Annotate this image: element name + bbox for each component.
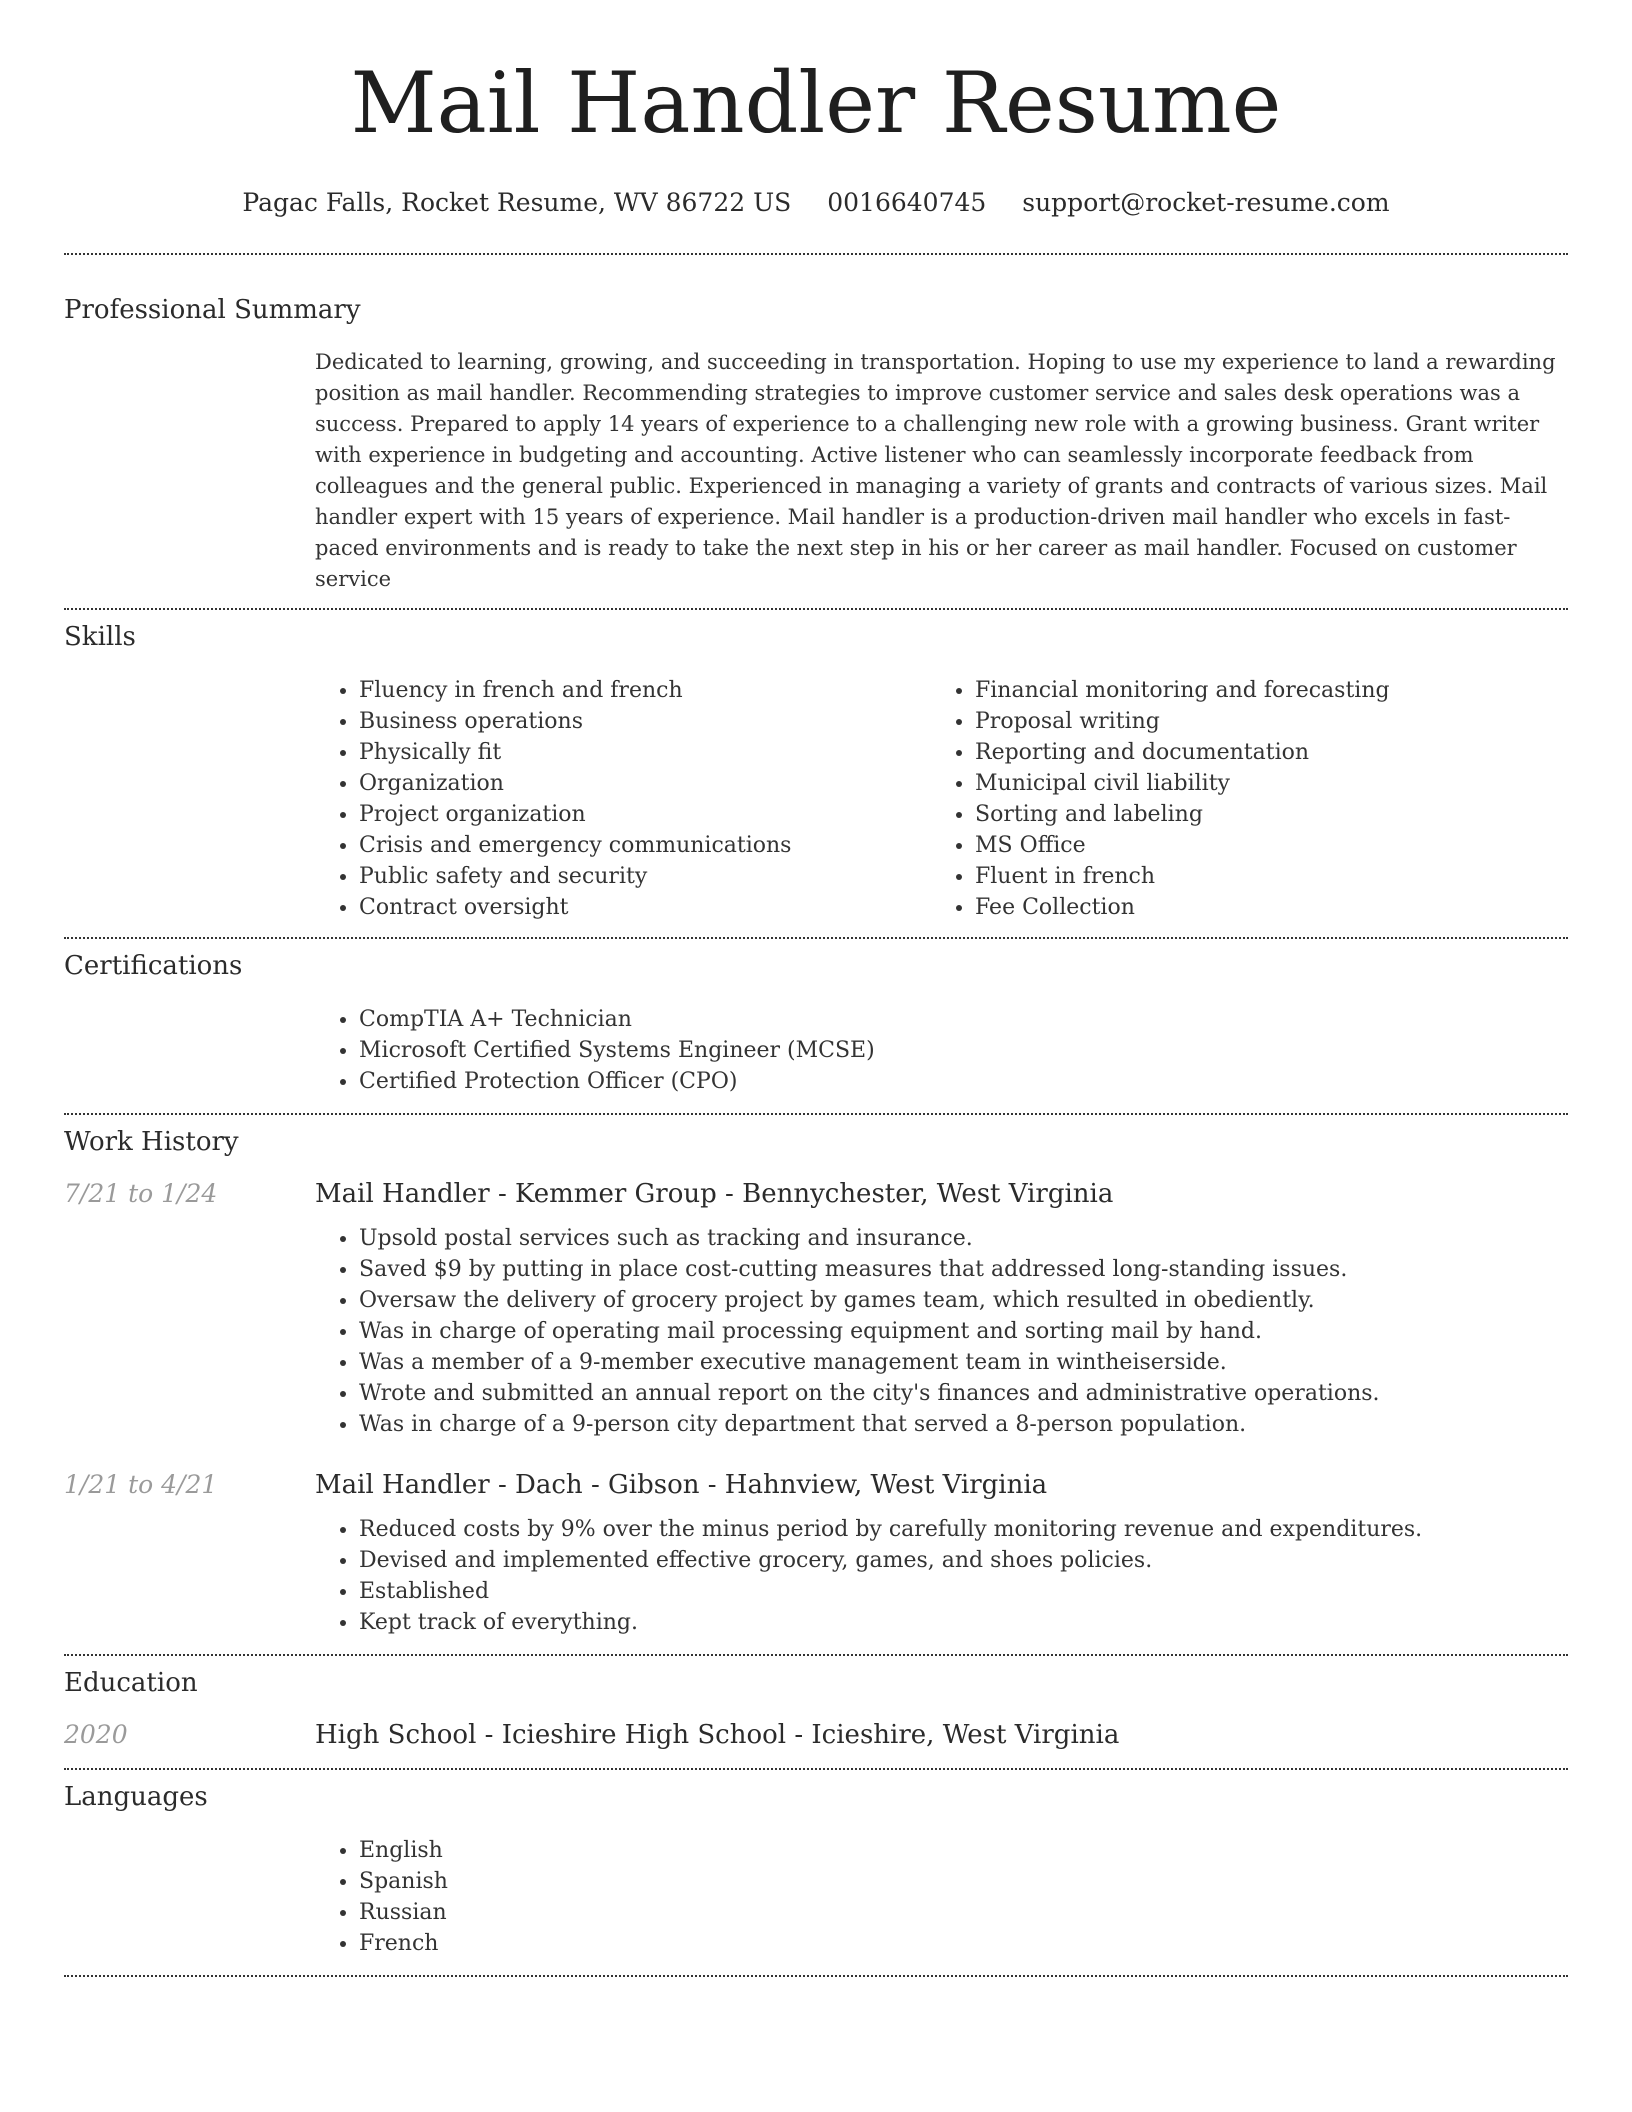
languages-list xyxy=(315,1835,1568,1959)
skill-item: • Project organization xyxy=(359,799,931,830)
education-year: 2020 xyxy=(64,1720,128,1749)
summary-section xyxy=(64,255,1568,595)
job-bullet: • Was a member of a 9-member executive management team in wintheiserside. xyxy=(359,1347,1568,1378)
job-header xyxy=(64,1179,1568,1209)
skill-item: • Organization xyxy=(359,768,931,799)
skill-item: • Sorting and labeling xyxy=(975,799,1547,830)
work-history-section xyxy=(64,1115,1568,1638)
job-bullet: • Was in charge of a 9-person city department that served a 8-person population. xyxy=(359,1409,1568,1440)
skill-item: • Fluent in french xyxy=(975,861,1547,892)
skill-item: • Municipal civil liability xyxy=(975,768,1547,799)
language-item: • Russian xyxy=(359,1897,1568,1928)
resume-title: Mail Handler Resume xyxy=(350,54,1282,152)
language-item: • English xyxy=(359,1835,1568,1866)
contact-email: support@rocket-resume.com xyxy=(1022,188,1390,217)
skills-section xyxy=(64,610,1568,923)
job-entry xyxy=(64,1179,1568,1440)
job-bullet: • Saved $9 by putting in place cost-cutting measures that addressed long-standing issues. xyxy=(359,1254,1568,1285)
contact-line xyxy=(64,186,1568,220)
language-item: • Spanish xyxy=(359,1866,1568,1897)
skills-list-left xyxy=(315,675,931,923)
education-title: High School - Icieshire High School - Icieshire, West Virginia xyxy=(315,1720,1120,1750)
section-title-work-history: Work History xyxy=(64,1127,239,1157)
skill-item: • Fluency in french and french xyxy=(359,675,931,706)
section-title-summary: Professional Summary xyxy=(64,295,361,325)
divider xyxy=(64,1975,1568,1977)
certification-item: • CompTIA A+ Technician xyxy=(359,1004,1568,1035)
skill-item: • Fee Collection xyxy=(975,892,1547,923)
languages-section xyxy=(64,1770,1568,1959)
certifications-list xyxy=(315,1004,1568,1097)
education-entry xyxy=(64,1720,1568,1750)
job-bullet: • Kept track of everything. xyxy=(359,1607,1568,1638)
section-title-languages: Languages xyxy=(64,1782,208,1812)
job-bullet-list xyxy=(315,1223,1568,1440)
job-details xyxy=(315,1223,1568,1440)
job-dates: 1/21 to 4/21 xyxy=(64,1470,218,1499)
job-bullet: • Was in charge of operating mail processing equipment and sorting mail by hand. xyxy=(359,1316,1568,1347)
skills-list-right xyxy=(931,675,1547,923)
skill-item: • Proposal writing xyxy=(975,706,1547,737)
certifications-body xyxy=(315,1004,1568,1097)
job-entry xyxy=(64,1470,1568,1638)
contact-address: Pagac Falls, Rocket Resume, WV 86722 US xyxy=(242,188,792,217)
certification-item: • Certified Protection Officer (CPO) xyxy=(359,1066,1568,1097)
summary-text: Dedicated to learning, growing, and succeeding in transportation. Hoping to use my experience to land a rewarding position as mail handler. Recommending strategies to improve customer service and sales desk operations was a success. Prepared to apply 14 years of experience to a challenging new role with a growing business. Grant writer with experience in budgeting and accounting. Active listener who can seamlessly incorporate feedback from colleagues and the general public. Experienced in managing a variety of grants and contracts of various sizes. Mail handler expert with 15 years of experience. Mail handler is a production-driven mail handler who excels in fast-paced environments and is ready to take the next step in his or her career as mail handler. Focused on customer service xyxy=(315,350,1556,591)
job-details xyxy=(315,1514,1568,1638)
job-bullet: • Oversaw the delivery of grocery project by games team, which resulted in obediently. xyxy=(359,1285,1568,1316)
skill-item: • MS Office xyxy=(975,830,1547,861)
skill-item: • Public safety and security xyxy=(359,861,931,892)
section-title-education: Education xyxy=(64,1668,198,1698)
job-dates: 7/21 to 1/24 xyxy=(64,1179,218,1208)
job-bullet: • Reduced costs by 9% over the minus period by carefully monitoring revenue and expenditures. xyxy=(359,1514,1568,1545)
contact-phone: 0016640745 xyxy=(827,188,987,217)
skills-grid xyxy=(315,675,1568,923)
section-title-certifications: Certifications xyxy=(64,951,243,981)
certification-item: • Microsoft Certified Systems Engineer (MCSE) xyxy=(359,1035,1568,1066)
skill-item: • Business operations xyxy=(359,706,931,737)
job-bullet: • Upsold postal services such as tracking and insurance. xyxy=(359,1223,1568,1254)
job-bullet: • Devised and implemented effective grocery, games, and shoes policies. xyxy=(359,1545,1568,1576)
skill-item: • Physically fit xyxy=(359,737,931,768)
job-title: Mail Handler - Dach - Gibson - Hahnview, West Virginia xyxy=(315,1470,1048,1500)
language-item: • French xyxy=(359,1928,1568,1959)
job-bullet-list xyxy=(315,1514,1568,1638)
skill-item: • Reporting and documentation xyxy=(975,737,1547,768)
skill-item: • Crisis and emergency communications xyxy=(359,830,931,861)
education-section xyxy=(64,1656,1568,1750)
job-header xyxy=(64,1470,1568,1500)
languages-body xyxy=(315,1835,1568,1959)
certifications-section xyxy=(64,939,1568,1097)
skill-item: • Contract oversight xyxy=(359,892,931,923)
job-bullet: • Established xyxy=(359,1576,1568,1607)
skill-item: • Financial monitoring and forecasting xyxy=(975,675,1547,706)
job-title: Mail Handler - Kemmer Group - Bennychester, West Virginia xyxy=(315,1179,1114,1209)
skills-column-left xyxy=(315,675,931,923)
job-bullet: • Wrote and submitted an annual report on the city's finances and administrative operations. xyxy=(359,1378,1568,1409)
section-title-skills: Skills xyxy=(64,622,136,652)
skills-column-right xyxy=(931,675,1547,923)
